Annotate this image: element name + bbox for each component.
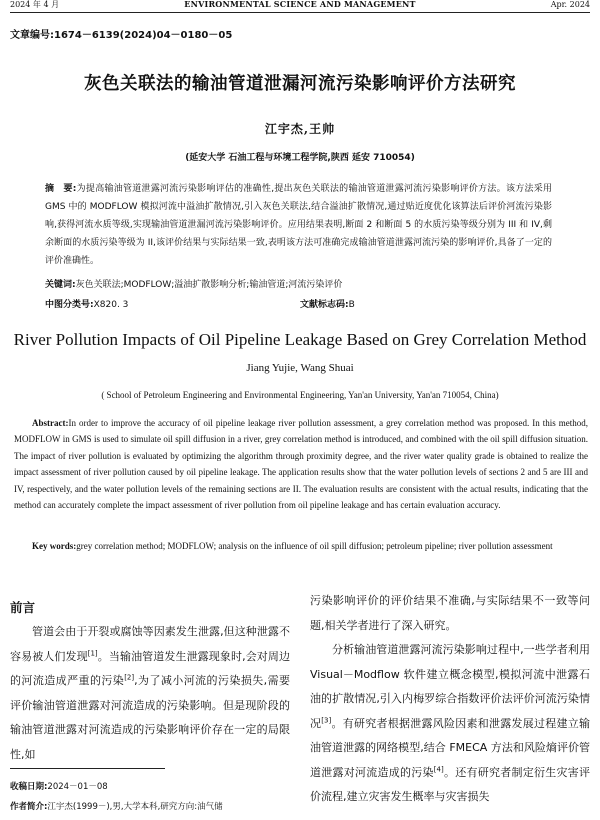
- document-code-label: 文献标志码:: [300, 300, 349, 310]
- citation: [3]: [321, 715, 332, 724]
- footnote-received-label: 收稿日期:: [10, 782, 48, 792]
- section-heading-introduction: 前言: [10, 600, 36, 615]
- citation: [1]: [87, 648, 98, 657]
- footnote-author-info: 江宇杰(1999－),男,大学本科,研究方向:油气储: [47, 802, 223, 812]
- header-date-cn: 2024 年 4 月: [10, 0, 60, 9]
- citation: [4]: [433, 764, 444, 773]
- footnote-received-date: 2024－01－08: [47, 782, 108, 792]
- english-abstract-label: Abstract:: [32, 418, 69, 428]
- footnote-author: [10, 800, 223, 812]
- chinese-abstract-label: 摘 要:: [45, 184, 77, 194]
- chinese-abstract-text: 为提高输油管道泄露河流污染影响评估的准确性,提出灰色关联法的输油管道泄露河流污染影响评价方法。该方法采用 GMS 中的 MODFLOW 模拟河流中溢油扩散情况,引入灰色关联法,结合溢油扩散情况,通过贴近度优化该算法后评价河流污染影响,获得河流水质等级,实现输油管道泄漏河流污染影响评价。应用结果表明,断面 2 和断面 5 的水质污染等级分别为 III 和 IV,剩余断面的水质污染等级为 II,该评价结果与实际结果一致,表明该方法可准确完成输油管道泄露河流污染的影响评价,具备了一定的评价准确性。: [45, 184, 552, 266]
- chinese-authors: 江宇杰,王帅: [264, 122, 336, 136]
- document-code: [300, 297, 355, 310]
- chinese-keywords-text: 灰色关联法;MODFLOW;溢油扩散影响分析;输油管道;河流污染评价: [75, 280, 343, 290]
- paragraph-text: 管道会由于开裂或腐蚀等因素发生泄露,但这种泄露不容易被人们发现: [10, 625, 290, 663]
- chinese-abstract: [45, 180, 552, 270]
- paragraph-text: 。当输油管道发生泄露现象时,会对周边的河流造成严重的污染: [10, 649, 291, 687]
- body-column-left: [10, 620, 290, 767]
- chinese-keywords: [45, 278, 552, 292]
- english-keywords: [14, 538, 588, 554]
- paragraph: [310, 638, 590, 810]
- paragraph: 污染影响评价的评价结果不准确,与实际结果不一致等问题,相关学者进行了深入研究。: [310, 594, 590, 632]
- running-header: [10, 0, 590, 13]
- english-title: River Pollution Impacts of Oil Pipeline Leakage Based on Grey Correlation Method: [13, 330, 587, 349]
- chinese-affiliation: (延安大学 石油工程与环境工程学院,陕西 延安 710054): [185, 153, 415, 163]
- paragraph-text: ,为了减小河流的污染损失,需要评价输油管道泄露对河流造成的污染影响。但是现阶段的输油管道泄露对河流造成的污染影响评价存在一定的局限性,如: [10, 674, 290, 761]
- footnote-author-label: 作者简介:: [10, 802, 48, 812]
- body-column-right: [310, 589, 590, 810]
- paragraph-text: 。有研究者根据泄露风险因素和泄露发展过程建立输油管道泄露的网络模型,结合 FMECA 方法和风险熵评价管道泄露对河流造成的污染: [310, 716, 591, 779]
- article-number: 文章编号:1674－6139(2024)04－0180－05: [10, 30, 233, 41]
- english-keywords-label: Key words:: [32, 541, 77, 551]
- citation: [2]: [124, 673, 135, 682]
- classification-number: [45, 297, 128, 310]
- paragraph-text: 。还有研究者制定衍生灾害评价流程,建立灾害发生概率与灾害损失: [310, 765, 591, 803]
- classification-label: 中图分类号:: [45, 300, 94, 310]
- footnote-received: [10, 780, 108, 792]
- english-abstract-text: In order to improve the accuracy of oil pipeline leakage river pollution assessment, a grey correlation method was proposed. In this method, MODFLOW in GMS is used to simulate oil spill diffusion in a river, grey correlation method is introduced, and combined with the oil spill diffusion situation. The impact of river pollution is evaluated by optimizing the algorithm through proximity degree, and the river water quality grade is obtained to realize the impact assessment of river pollution caused by oil pipeline leakage. The application results show that the water pollution levels of sections 2 and 5 are III and IV, respectively, and the water pollution levels of the remaining sections are II. The evaluation results are consistent with the actual results, indicating that the method can accurately complete the impact assessment of river pollution from oil pipeline leakage and has certain evaluation accuracy.: [14, 418, 588, 511]
- footnote-divider: [10, 768, 165, 769]
- paragraph: [10, 620, 290, 767]
- journal-name: ENVIRONMENTAL SCIENCE AND MANAGEMENT: [184, 0, 416, 9]
- paragraph-text: 分析输油管道泄露河流污染影响过程中,一些学者利用 Visual－Modflow 软件建立概念模型,模拟河流中泄露石油的扩散情况,引入内梅罗综合指数评价法评价河流污染情况: [310, 643, 590, 730]
- header-date-en: Apr. 2024: [550, 0, 590, 9]
- classification-code: X820. 3: [93, 300, 129, 310]
- chinese-keywords-label: 关键词:: [45, 280, 76, 290]
- chinese-title: 灰色关联法的输油管道泄漏河流污染影响评价方法研究: [84, 74, 516, 94]
- document-code-value: B: [348, 300, 355, 310]
- english-abstract: [14, 415, 588, 513]
- english-authors: Jiang Yujie, Wang Shuai: [246, 362, 354, 374]
- english-keywords-text: grey correlation method; MODFLOW; analysis on the influence of oil spill diffusion; petroleum pipeline; river pollution assessment: [76, 541, 553, 551]
- english-affiliation: ( School of Petroleum Engineering and Environmental Engineering, Yan'an University, Yan'an 710054, China): [101, 390, 499, 400]
